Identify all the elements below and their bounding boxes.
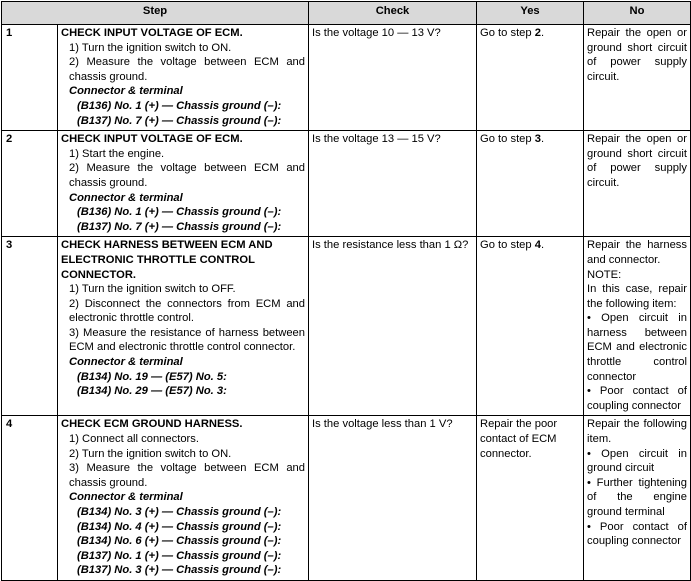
no-line: • Further tightening of the engine ground terminal bbox=[587, 476, 687, 518]
connector-heading: Connector & terminal bbox=[69, 191, 183, 204]
no-line: • Poor contact of coupling connector bbox=[587, 385, 687, 412]
no-line: Repair the harness and connector. bbox=[587, 239, 687, 266]
terminal-line: (B134) No. 19 — (E57) No. 5: bbox=[77, 370, 227, 383]
no-line: • Open circuit in harness between ECM and electronic throttle control connector bbox=[587, 312, 687, 383]
check-cell: Is the voltage 13 — 15 V? bbox=[309, 131, 477, 237]
step-cell bbox=[58, 131, 309, 237]
step-title: CHECK INPUT VOLTAGE OF ECM. bbox=[61, 27, 243, 39]
step-instruction: 2) Measure the voltage between ECM and chassis ground. bbox=[69, 56, 305, 83]
yes-step-number: 2 bbox=[534, 27, 541, 39]
yes-cell bbox=[477, 25, 584, 131]
no-line: Repair the open or ground short circuit of power supply circuit. bbox=[587, 133, 687, 189]
terminal-line: (B137) No. 3 (+) — Chassis ground (–): bbox=[77, 564, 282, 577]
table-row bbox=[2, 416, 691, 581]
check-cell: Is the voltage 10 — 13 V? bbox=[309, 25, 477, 131]
step-cell bbox=[58, 237, 309, 416]
step-instruction: 1) Turn the ignition switch to ON. bbox=[69, 41, 232, 54]
step-number: 3 bbox=[2, 237, 58, 416]
diagnostic-table bbox=[1, 1, 691, 581]
step-instruction: 1) Start the engine. bbox=[69, 147, 165, 160]
no-line: In this case, repair the following item: bbox=[587, 283, 687, 310]
table-row bbox=[2, 25, 691, 131]
yes-suffix: . bbox=[540, 27, 545, 39]
step-cell bbox=[58, 25, 309, 131]
no-cell bbox=[584, 416, 691, 581]
step-title: CHECK HARNESS BETWEEN ECM AND ELECTRONIC THROTTLE CONTROL CONNECTOR. bbox=[61, 239, 273, 281]
yes-step-number: 4 bbox=[534, 239, 541, 252]
no-line: Repair the open or ground short circuit of power supply circuit. bbox=[587, 27, 687, 83]
step-instruction: 2) Disconnect the connectors from ECM and electronic throttle control. bbox=[69, 297, 305, 325]
header-row bbox=[2, 2, 691, 25]
step-instruction: 2) Turn the ignition switch to ON. bbox=[69, 447, 232, 460]
yes-text: Go to step bbox=[480, 239, 535, 252]
step-instruction: 1) Connect all connectors. bbox=[69, 433, 199, 446]
no-line: Repair the following item. bbox=[587, 418, 687, 446]
connector-heading: Connector & terminal bbox=[69, 356, 183, 369]
header-check: Check bbox=[309, 2, 477, 25]
terminal-line: (B137) No. 7 (+) — Chassis ground (–): bbox=[77, 114, 282, 127]
step-instruction: 1) Turn the ignition switch to OFF. bbox=[69, 283, 236, 296]
connector-heading: Connector & terminal bbox=[69, 491, 183, 504]
no-cell bbox=[584, 131, 691, 237]
no-line: • Poor contact of coupling connector bbox=[587, 520, 687, 548]
step-number: 1 bbox=[2, 25, 58, 131]
yes-suffix: . bbox=[540, 239, 545, 252]
yes-cell bbox=[477, 237, 584, 416]
check-cell: Is the voltage less than 1 V? bbox=[309, 416, 477, 581]
yes-text: Go to step bbox=[480, 133, 535, 146]
table-row bbox=[2, 237, 691, 416]
table-row bbox=[2, 131, 691, 237]
terminal-line: (B137) No. 7 (+) — Chassis ground (–): bbox=[77, 220, 282, 233]
step-title: CHECK ECM GROUND HARNESS. bbox=[61, 418, 243, 431]
yes-cell bbox=[477, 416, 584, 581]
no-cell bbox=[584, 25, 691, 131]
step-cell bbox=[58, 416, 309, 581]
step-instruction: 3) Measure the voltage between ECM and chassis ground. bbox=[69, 462, 305, 489]
yes-text: Repair the poor contact of ECM connector. bbox=[480, 418, 558, 460]
connector-heading: Connector & terminal bbox=[69, 85, 183, 98]
no-line: NOTE: bbox=[587, 268, 622, 281]
no-line: • Open circuit in ground circuit bbox=[587, 447, 687, 475]
step-number: 4 bbox=[2, 416, 58, 581]
step-title: CHECK INPUT VOLTAGE OF ECM. bbox=[61, 133, 243, 146]
terminal-line: (B136) No. 1 (+) — Chassis ground (–): bbox=[77, 99, 282, 112]
terminal-line: (B134) No. 6 (+) — Chassis ground (–): bbox=[77, 535, 282, 548]
yes-cell bbox=[477, 131, 584, 237]
step-instruction: 3) Measure the resistance of harness between ECM and electronic throttle control connector. bbox=[69, 326, 305, 354]
terminal-line: (B137) No. 1 (+) — Chassis ground (–): bbox=[77, 549, 282, 562]
yes-text: Go to step bbox=[480, 27, 535, 39]
header-no: No bbox=[584, 2, 691, 25]
terminal-line: (B134) No. 29 — (E57) No. 3: bbox=[77, 385, 227, 398]
no-cell bbox=[584, 237, 691, 416]
step-instruction: 2) Measure the voltage between ECM and chassis ground. bbox=[69, 162, 305, 189]
yes-suffix: . bbox=[540, 133, 545, 146]
yes-step-number: 3 bbox=[534, 133, 541, 146]
step-number: 2 bbox=[2, 131, 58, 237]
header-step: Step bbox=[2, 2, 309, 25]
terminal-line: (B134) No. 3 (+) — Chassis ground (–): bbox=[77, 506, 282, 518]
terminal-line: (B134) No. 4 (+) — Chassis ground (–): bbox=[77, 520, 282, 533]
terminal-line: (B136) No. 1 (+) — Chassis ground (–): bbox=[77, 206, 282, 219]
check-cell: Is the resistance less than 1 Ω? bbox=[309, 237, 477, 416]
header-yes: Yes bbox=[477, 2, 584, 25]
